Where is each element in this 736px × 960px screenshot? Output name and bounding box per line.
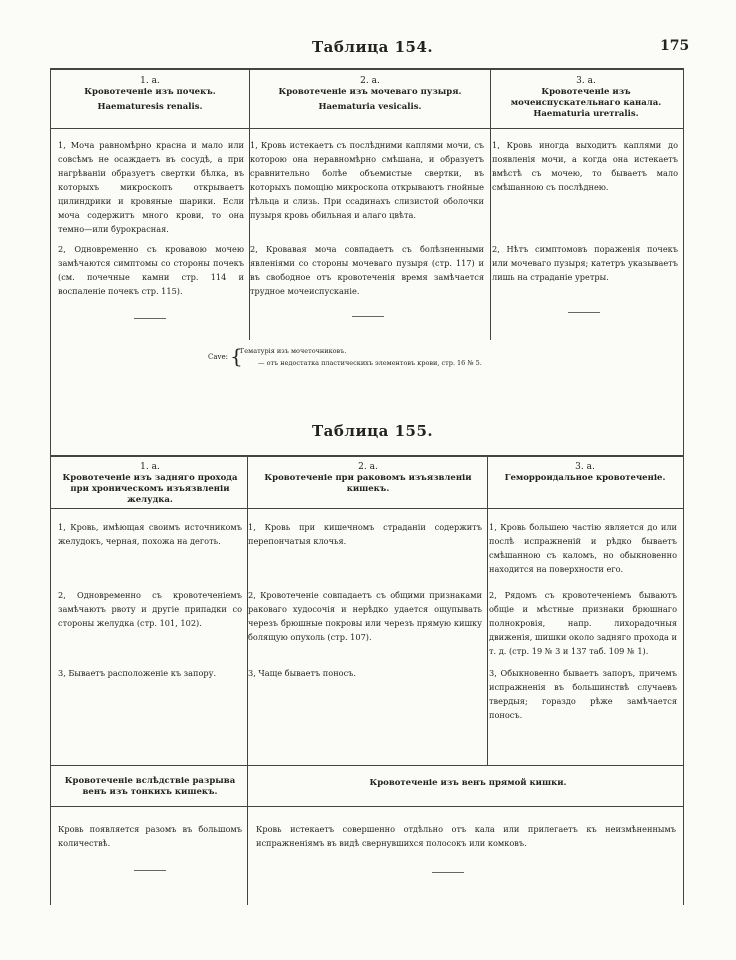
bottom-divider — [247, 765, 248, 905]
t155-c3-item2: 2, Рядомъ съ кровотеченіемъ бываютъ общіе и мѣстные признаки брюшнаго полнокровія, напр. лихорадочныя движенія, шишки около задняго прохода и т. д. (стр. 19 № 3 и 137 таб. 109 № 1). — [489, 590, 677, 656]
col-number: 2. а. — [358, 462, 378, 472]
bottom-col2-text: Кровь истекаетъ совершенно отдѣльно отъ кала или прилегаетъ къ неизмѣненнымъ испражненіямъ въ видѣ свернувшихся полосокъ или комковъ. — [256, 824, 676, 848]
table-154-col3-header — [494, 76, 678, 120]
table-154-top-rule — [50, 68, 684, 70]
table-154-left-border — [50, 68, 51, 456]
table-155-header-rule — [50, 508, 684, 509]
t154-c3-item2: 2, Нѣтъ симптомовъ пораженія почекъ или мочеваго пузыря; катетръ указываетъ лишь на страданіе уретры. — [492, 244, 678, 282]
col-latin: Haematuria urетralis. — [533, 109, 639, 119]
table-155-left-border — [50, 455, 51, 905]
col-title: Геморроидальное кровотеченіе. — [504, 473, 666, 483]
t155-c2-item1: 1, Кровь при кишечномъ страданіи содержитъ перепончатыя клочья. — [248, 522, 482, 546]
table-154-right-border — [683, 68, 684, 456]
col-number: 1. а. — [140, 462, 160, 472]
table-154-title: Таблица 154. — [312, 38, 434, 56]
separator-dash — [134, 870, 166, 871]
cave-line-2: — отъ недостатка пластическихъ элементовъ крови, стр. 16 № 5. — [258, 359, 482, 367]
separator-dash — [432, 872, 464, 873]
t154-c3-item1: 1, Кровь иногда выходитъ каплями до появленія мочи, а когда она истекаетъ вмѣстѣ съ мочею, то бываетъ мало смѣшанною съ послѣднею. — [492, 140, 678, 192]
bottom-col2-header: Кровотеченіе изъ венъ прямой кишки. — [369, 778, 567, 788]
col-number: 2. а. — [360, 76, 380, 86]
table-155-right-border — [683, 455, 684, 905]
t155-c2-item2: 2, Кровотеченіе совпадаетъ съ общими признаками раковаго худосочія и нерѣдко удается ощупывать черезъ брюшные покровы или черезъ прямую кишку болящую опухоль (стр. 107). — [248, 590, 482, 642]
table-154-divider-2 — [490, 68, 491, 340]
t154-c2-item1: 1, Кровь истекаетъ съ послѣдними каплями мочи, съ которою она неравномѣрно смѣшана, и образуетъ сравнительно болѣе объемистые свертки, въ которыхъ помощію микроскопа открываютъ гнойные тѣльца и слизь. При ссадинахъ слизистой оболочки пузыря кровь обильная и алаго цвѣта. — [250, 140, 484, 220]
t155-c3-item1: 1, Кровь большею частію является до или послѣ испражненій и рѣдко бываетъ смѣшанною съ каломъ, но обыкновенно находится на поверхности его. — [489, 522, 677, 574]
separator-dash — [568, 312, 600, 313]
table-154-header-rule — [50, 128, 684, 129]
col-number: 3. а. — [575, 462, 595, 472]
bottom-section-rule — [50, 765, 684, 766]
separator-dash — [352, 316, 384, 317]
separator-dash — [134, 318, 166, 319]
cave-brace: { — [230, 344, 243, 368]
col-title: Кровотеченіе изъ мочеиспускательнаго канала. — [510, 87, 662, 108]
t155-c1-item3: 3, Бываетъ расположеніе къ запору. — [58, 668, 217, 678]
table-155-top-rule — [50, 455, 684, 457]
col-number: 1. а. — [140, 76, 160, 86]
col-latin: Haematuresis renalis. — [97, 102, 203, 112]
bottom-col1-header: Кровотеченіе вслѣдствіе разрыва венъ изъ тонкихъ кишекъ. — [64, 776, 236, 797]
cave-line-1: Гематурія изъ мочеточниковъ. — [240, 347, 347, 355]
col-title: Кровотеченіе при раковомъ изъязвленіи кишекъ. — [264, 473, 472, 494]
table-154-col1-header — [56, 76, 244, 113]
t154-c1-item1: 1, Моча равномѣрно красна и мало или совсѣмъ не осаждаетъ въ сосудѣ, а при нагрѣваніи образуетъ свертки бѣлка, въ которыхъ микроскопъ открываетъ цилиндрики и кровяные шарики. Если моча содержитъ много крови, то она темно—или бурокрасная. — [58, 140, 244, 234]
t155-c3-item3: 3, Обыкновенно бываетъ запоръ, причемъ испражненія въ большинствѣ случаевъ твердыя; гораздо рѣже замѣчается поносъ. — [489, 668, 677, 720]
bottom-col1-text: Кровь появляется разомъ въ большомъ количествѣ. — [58, 824, 242, 848]
col-title: Кровотеченіе изъ задняго прохода при хроническомъ изъязвленіи желудка. — [62, 473, 238, 505]
table-155-divider-2 — [487, 455, 488, 765]
t155-c2-item3: 3, Чаще бываетъ поносъ. — [248, 668, 356, 678]
col-title: Кровотеченіе изъ мочеваго пузыря. — [278, 87, 462, 97]
table-155-col2-header — [254, 462, 482, 495]
bottom-header-rule — [50, 806, 684, 807]
table-155-title: Таблица 155. — [312, 422, 434, 440]
col-number: 3. а. — [576, 76, 596, 86]
col-latin: Haematuria vesicalis. — [318, 102, 422, 112]
table-155-col3-header — [492, 462, 678, 484]
table-155-col1-header — [58, 462, 242, 506]
t154-c2-item2: 2, Кровавая моча совпадаетъ съ болѣзненными явленіями со стороны мочеваго пузыря (стр. 117) и въ свободное отъ кровотеченія время замѣчается трудное мочеиспусканіе. — [250, 244, 484, 296]
t155-c1-item2: 2, Одновременно съ кровотеченіемъ замѣчаютъ рвоту и другіе припадки со стороны желудка (стр. 101, 102). — [58, 590, 242, 628]
cave-label: Cave: — [208, 353, 228, 361]
col-title: Кровотеченіе изъ почекъ. — [84, 87, 216, 97]
t155-c1-item1: 1, Кровь, имѣющая своимъ источникомъ желудокъ, черная, похожа на деготь. — [58, 522, 242, 546]
page-number: 175 — [660, 38, 690, 54]
t154-c1-item2: 2, Одновременно съ кровавою мочею замѣчаются симптомы со стороны почекъ (см. почечные камни стр. 114 и воспаленіе почекъ стр. 115). — [58, 244, 244, 296]
table-154-col2-header — [256, 76, 484, 113]
